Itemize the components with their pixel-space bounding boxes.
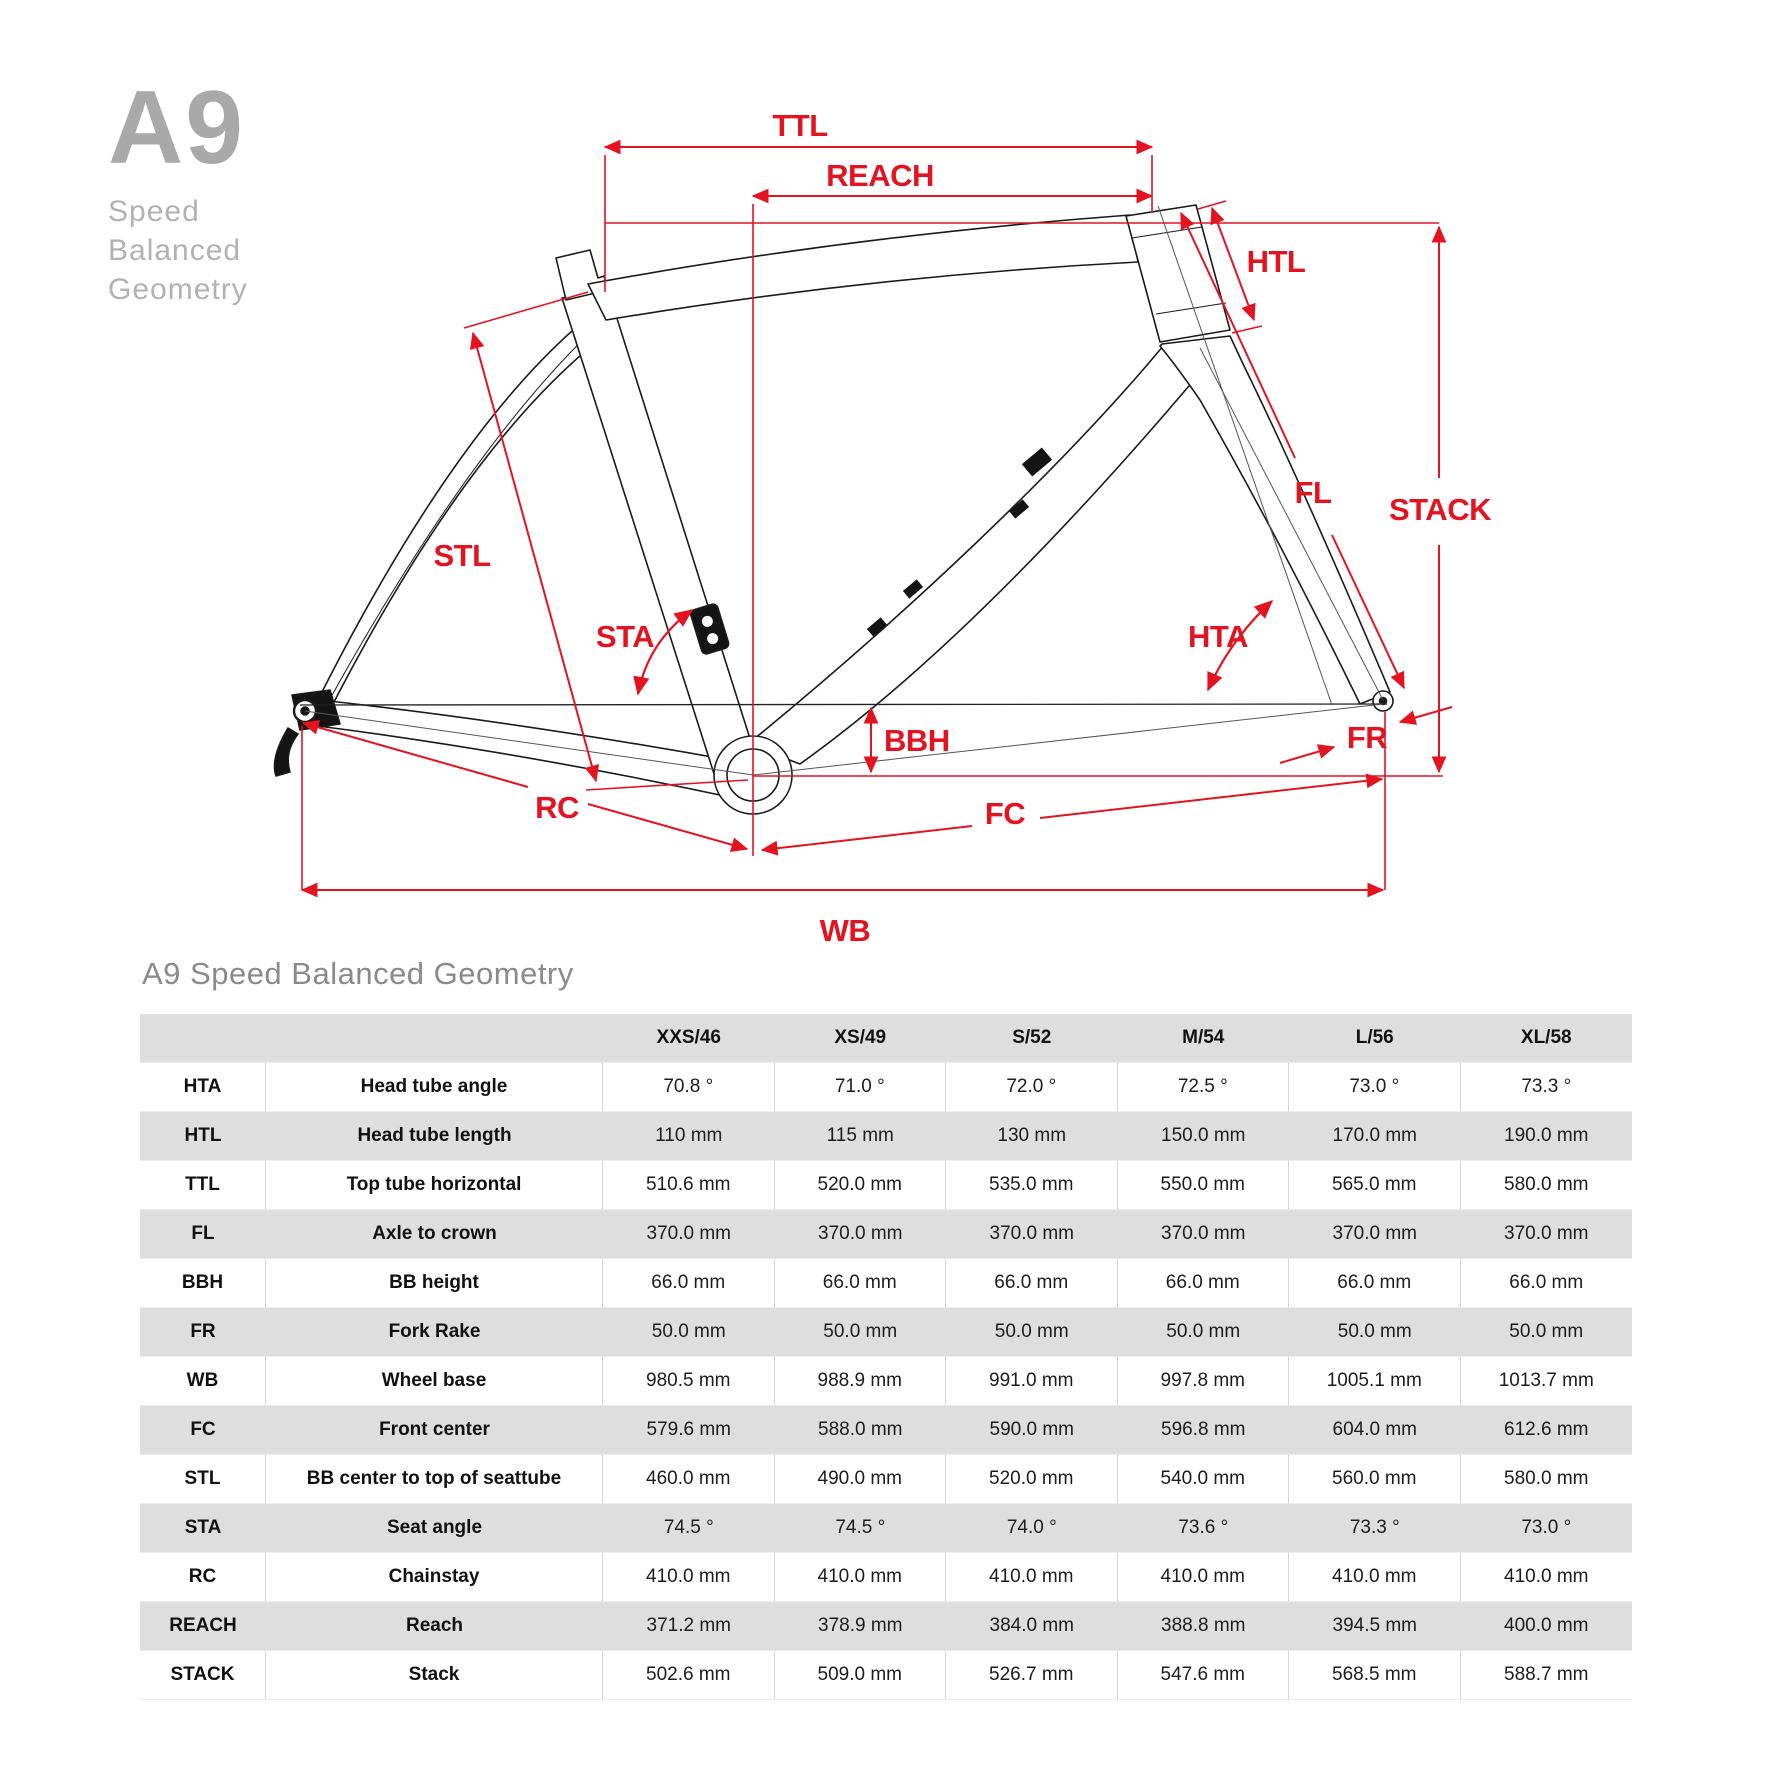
htl-top-tick	[1198, 201, 1226, 209]
axle-height-line	[300, 704, 1387, 705]
row-value: 490.0 mm	[775, 1454, 947, 1504]
row-code: HTA	[140, 1062, 266, 1112]
seat-stay	[322, 314, 604, 702]
row-value: 378.9 mm	[775, 1602, 947, 1650]
row-label: Fork Rake	[266, 1308, 603, 1356]
row-value: 170.0 mm	[1289, 1112, 1461, 1160]
row-code: STL	[140, 1454, 266, 1504]
chain-stay	[318, 700, 740, 798]
dim-label-sta: STA	[595, 619, 655, 654]
geometry-table-body	[140, 1062, 1632, 1700]
row-value: 73.0 °	[1461, 1504, 1633, 1552]
row-value: 580.0 mm	[1461, 1160, 1633, 1210]
row-value: 410.0 mm	[1118, 1552, 1290, 1602]
table-row	[140, 1406, 1632, 1454]
dim-label-ttl: TTL	[772, 108, 828, 143]
row-value: 370.0 mm	[775, 1210, 947, 1258]
row-value: 370.0 mm	[1118, 1210, 1290, 1258]
row-value: 66.0 mm	[946, 1258, 1118, 1308]
table-row	[140, 1112, 1632, 1160]
table-row	[140, 1650, 1632, 1700]
dim-label-htl: HTL	[1246, 244, 1306, 279]
row-value: 115 mm	[775, 1112, 947, 1160]
row-value: 388.8 mm	[1118, 1602, 1290, 1650]
dim-label-fl: FL	[1294, 475, 1332, 510]
row-value: 384.0 mm	[946, 1602, 1118, 1650]
row-value: 579.6 mm	[603, 1406, 775, 1454]
row-code: REACH	[140, 1602, 266, 1650]
fc-dim-right	[1040, 779, 1382, 818]
header-empty-code	[140, 1014, 266, 1062]
row-value: 66.0 mm	[1461, 1258, 1633, 1308]
row-label: Head tube angle	[266, 1062, 603, 1112]
row-label: Stack	[266, 1650, 603, 1700]
row-value: 565.0 mm	[1289, 1160, 1461, 1210]
row-value: 370.0 mm	[946, 1210, 1118, 1258]
table-row	[140, 1602, 1632, 1650]
row-value: 73.3 °	[1289, 1504, 1461, 1552]
row-code: TTL	[140, 1160, 266, 1210]
row-label: Reach	[266, 1602, 603, 1650]
dim-label-fr: FR	[1346, 720, 1388, 755]
row-value: 1013.7 mm	[1461, 1356, 1633, 1406]
row-label: Chainstay	[266, 1552, 603, 1602]
geometry-table	[140, 1014, 1632, 1700]
head-tube	[1126, 205, 1230, 342]
header-empty-label	[266, 1014, 603, 1062]
table-row	[140, 1308, 1632, 1356]
row-value: 535.0 mm	[946, 1160, 1118, 1210]
row-value: 410.0 mm	[1289, 1552, 1461, 1602]
row-value: 50.0 mm	[603, 1308, 775, 1356]
row-value: 997.8 mm	[1118, 1356, 1290, 1406]
dim-label-fc: FC	[984, 796, 1026, 831]
logo-subtitle-line: Balanced	[108, 234, 242, 267]
logo-subtitle-line: Speed	[108, 195, 200, 228]
row-value: 604.0 mm	[1289, 1406, 1461, 1454]
table-row	[140, 1356, 1632, 1406]
row-value: 410.0 mm	[1461, 1552, 1633, 1602]
row-value: 509.0 mm	[775, 1650, 947, 1700]
row-value: 510.6 mm	[603, 1160, 775, 1210]
dim-label-stack: STACK	[1389, 492, 1491, 527]
row-value: 371.2 mm	[603, 1602, 775, 1650]
row-code: FC	[140, 1406, 266, 1454]
row-value: 74.5 °	[775, 1504, 947, 1552]
row-value: 66.0 mm	[1289, 1258, 1461, 1308]
row-value: 410.0 mm	[603, 1552, 775, 1602]
row-value: 394.5 mm	[1289, 1602, 1461, 1650]
row-value: 550.0 mm	[1118, 1160, 1290, 1210]
row-value: 580.0 mm	[1461, 1454, 1633, 1504]
row-value: 70.8 °	[603, 1062, 775, 1112]
table-row	[140, 1258, 1632, 1308]
row-value: 410.0 mm	[946, 1552, 1118, 1602]
row-label: Axle to crown	[266, 1210, 603, 1258]
row-value: 370.0 mm	[1289, 1210, 1461, 1258]
row-value: 560.0 mm	[1289, 1454, 1461, 1504]
size-header: XXS/46	[603, 1014, 775, 1062]
row-value: 540.0 mm	[1118, 1454, 1290, 1504]
row-value: 72.0 °	[946, 1062, 1118, 1112]
row-value: 520.0 mm	[775, 1160, 947, 1210]
row-value: 74.5 °	[603, 1504, 775, 1552]
row-code: FR	[140, 1308, 266, 1356]
row-value: 190.0 mm	[1461, 1112, 1633, 1160]
size-header-row	[140, 1014, 1632, 1062]
dim-label-bbh: BBH	[884, 723, 950, 758]
fr-right-tick	[1400, 707, 1452, 722]
table-row	[140, 1552, 1632, 1602]
row-value: 110 mm	[603, 1112, 775, 1160]
row-value: 150.0 mm	[1118, 1112, 1290, 1160]
row-value: 66.0 mm	[775, 1258, 947, 1308]
row-value: 370.0 mm	[1461, 1210, 1633, 1258]
row-value: 526.7 mm	[946, 1650, 1118, 1700]
size-header: L/56	[1289, 1014, 1461, 1062]
table-title: A9 Speed Balanced Geometry	[142, 956, 574, 991]
row-value: 980.5 mm	[603, 1356, 775, 1406]
rc-dim-right	[588, 804, 747, 849]
size-header: M/54	[1118, 1014, 1290, 1062]
dim-label-hta: HTA	[1188, 619, 1248, 654]
row-value: 130 mm	[946, 1112, 1118, 1160]
top-tube	[588, 215, 1138, 320]
row-label: BB height	[266, 1258, 603, 1308]
row-value: 1005.1 mm	[1289, 1356, 1461, 1406]
row-code: FL	[140, 1210, 266, 1258]
row-value: 991.0 mm	[946, 1356, 1118, 1406]
table-row	[140, 1062, 1632, 1112]
row-code: BBH	[140, 1258, 266, 1308]
row-value: 460.0 mm	[603, 1454, 775, 1504]
row-value: 612.6 mm	[1461, 1406, 1633, 1454]
row-code: STACK	[140, 1650, 266, 1700]
row-code: WB	[140, 1356, 266, 1406]
seat-tube	[562, 290, 758, 780]
row-value: 370.0 mm	[603, 1210, 775, 1258]
row-value: 520.0 mm	[946, 1454, 1118, 1504]
row-value: 50.0 mm	[775, 1308, 947, 1356]
row-code: RC	[140, 1552, 266, 1602]
table-row	[140, 1454, 1632, 1504]
row-value: 568.5 mm	[1289, 1650, 1461, 1700]
down-tube	[748, 337, 1230, 764]
dim-label-wb: WB	[819, 913, 871, 948]
row-label: Top tube horizontal	[266, 1160, 603, 1210]
row-label: Wheel base	[266, 1356, 603, 1406]
row-value: 71.0 °	[775, 1062, 947, 1112]
row-value: 50.0 mm	[1461, 1308, 1633, 1356]
row-value: 50.0 mm	[1118, 1308, 1290, 1356]
dim-label-stl: STL	[433, 538, 491, 573]
row-value: 400.0 mm	[1461, 1602, 1633, 1650]
row-value: 547.6 mm	[1118, 1650, 1290, 1700]
row-value: 410.0 mm	[775, 1552, 947, 1602]
row-value: 66.0 mm	[1118, 1258, 1290, 1308]
row-value: 73.0 °	[1289, 1062, 1461, 1112]
logo-subtitle-line: Geometry	[108, 273, 248, 306]
row-value: 988.9 mm	[775, 1356, 947, 1406]
thru-axle-lever	[275, 728, 299, 776]
table-row	[140, 1504, 1632, 1552]
row-label: Front center	[266, 1406, 603, 1454]
fc-dim-left	[762, 826, 972, 850]
row-value: 590.0 mm	[946, 1406, 1118, 1454]
row-value: 66.0 mm	[603, 1258, 775, 1308]
size-header: S/52	[946, 1014, 1118, 1062]
size-header: XL/58	[1461, 1014, 1633, 1062]
row-value: 72.5 °	[1118, 1062, 1290, 1112]
table-row	[140, 1160, 1632, 1210]
row-value: 588.7 mm	[1461, 1650, 1633, 1700]
dim-label-rc: RC	[535, 790, 579, 825]
size-header: XS/49	[775, 1014, 947, 1062]
row-value: 502.6 mm	[603, 1650, 775, 1700]
row-label: Seat angle	[266, 1504, 603, 1552]
dim-label-reach: REACH	[826, 158, 934, 193]
row-value: 50.0 mm	[946, 1308, 1118, 1356]
logo-model-name: A9	[108, 70, 245, 186]
row-label: BB center to top of seattube	[266, 1454, 603, 1504]
row-code: STA	[140, 1504, 266, 1552]
row-value: 588.0 mm	[775, 1406, 947, 1454]
bike-frame-drawing	[275, 205, 1394, 814]
row-value: 73.6 °	[1118, 1504, 1290, 1552]
row-value: 74.0 °	[946, 1504, 1118, 1552]
row-label: Head tube length	[266, 1112, 603, 1160]
row-value: 73.3 °	[1461, 1062, 1633, 1112]
fr-left-tick	[1280, 747, 1334, 763]
geometry-section	[140, 956, 1632, 1700]
row-code: HTL	[140, 1112, 266, 1160]
row-value: 596.8 mm	[1118, 1406, 1290, 1454]
row-value: 50.0 mm	[1289, 1308, 1461, 1356]
table-row	[140, 1210, 1632, 1258]
